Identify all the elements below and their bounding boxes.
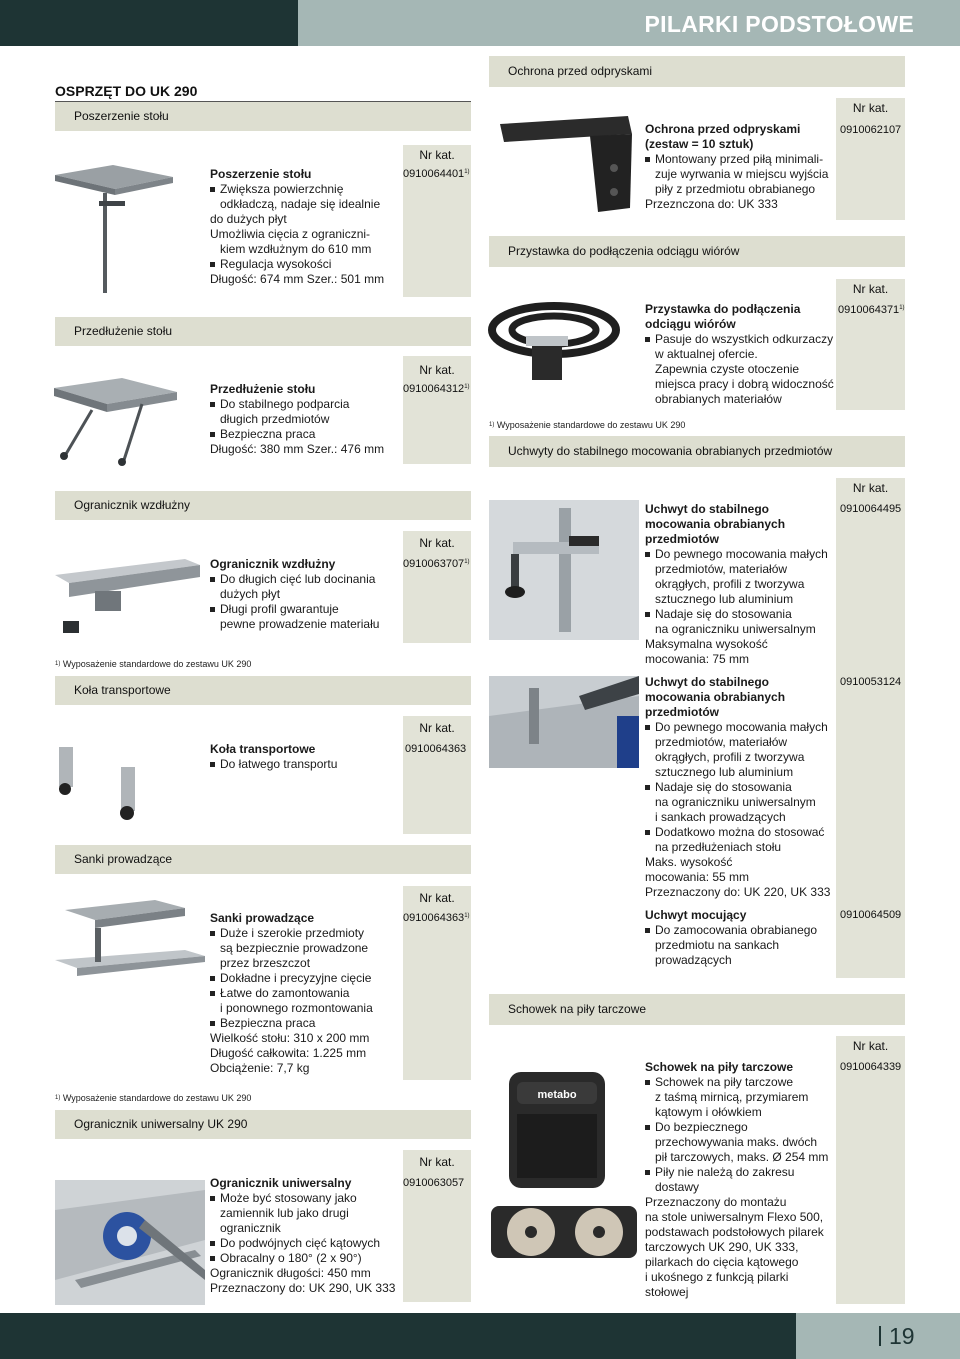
product-description: Poszerzenie stołu Zwiększa powierzchnię odkładczą, nadaje się idealnie do dużych płyt Umożliwia cięcia z ograniczni- kiem wzdłużnym do 610 mm Regulacja wysokości Długość: 674 mm Szer.: 501 mm bbox=[210, 167, 385, 286]
clamp-image-2 bbox=[489, 676, 639, 768]
nr-kat-label: Nr kat. bbox=[852, 101, 889, 115]
nr-kat-label: Nr kat. bbox=[852, 481, 889, 495]
catno-column-bg bbox=[836, 478, 905, 978]
clamp-image-1 bbox=[489, 500, 639, 640]
nr-kat-label: Nr kat. bbox=[852, 282, 889, 296]
catalog-number: 0910064509 bbox=[840, 909, 902, 921]
catalog-number: 0910064339 bbox=[840, 1061, 902, 1073]
footnote: $^{1)}$ Wyposażenie standardowe do zestawu UK 290 bbox=[489, 420, 686, 430]
catno-column-bg bbox=[836, 279, 905, 410]
catalog-number: 0910064371$^{1)}$ bbox=[838, 304, 905, 316]
catno-column-bg bbox=[836, 98, 905, 220]
footnote: $^{1)}$ Wyposażenie standardowe do zestawu UK 290 bbox=[55, 1093, 252, 1103]
page-header-title: PILARKI PODSTOŁOWE bbox=[644, 11, 914, 37]
product-description: Schowek na piły tarczowe Schowek na piły tarczowe z taśmą mirnicą, przymiarem kątowym i ołówkiem Do bezpiecznego przechowywania maks. dwóch pił tarczowych, maks. Ø 254 mm Piły nie należą do zakresu dostawy Przeznaczony do montażu na stole uniwersalnym Flexo 500, podstawach podstołowych pilarek tarczowych UK 290, UK 333, pilarkach do cięcia kątowego i ukośnego z funkcją pilarki stołowej bbox=[645, 1060, 829, 1299]
catalog-number: 0910053124 bbox=[840, 676, 902, 688]
page-number-separator bbox=[879, 1326, 881, 1346]
nr-kat-label: Nr kat. bbox=[419, 721, 455, 735]
product-description: Ochrona przed odpryskami (zestaw = 10 sztuk) Montowany przed piłą minimali- zuje wyrwania w miejscu wyjścia piły z przedmiotu obrabianego Przeznczona do: UK 333 bbox=[645, 122, 829, 211]
catalog-number: 0910064363$^{1)}$ bbox=[403, 912, 470, 924]
catalog-number: 0910064312$^{1)}$ bbox=[403, 383, 470, 395]
saw-blade-storage-image bbox=[489, 1068, 639, 1268]
section-heading-table-widening: Poszerzenie stołu bbox=[55, 102, 471, 131]
product-description: Uchwyt do stabilnego mocowania obrabianych przedmiotów Do pewnego mocowania małych przedmiotów, materiałów okrągłych, profili z tworzywa sztucznego lub aluminium Nadaje się do stosowania na ograniczniku uniwersalnym Maksymalna wysokość mocowania: 75 mm bbox=[645, 502, 828, 666]
dust-extraction-image bbox=[488, 300, 638, 390]
universal-fence-image bbox=[55, 1180, 205, 1305]
footer-bar-light bbox=[796, 1313, 960, 1359]
section-heading-rip-fence: Ogranicznik wzdłużny bbox=[55, 491, 471, 520]
nr-kat-label: Nr kat. bbox=[419, 148, 455, 162]
nr-kat-label: Nr kat. bbox=[419, 1155, 455, 1169]
catalog-number: 0910062107 bbox=[840, 124, 902, 136]
section-heading-clamps: Uchwyty do stabilnego mocowania obrabianych przedmiotów bbox=[489, 436, 905, 467]
table-widening-image bbox=[55, 165, 185, 295]
product-description: Uchwyt mocujący Do zamocowania obrabianego przedmiotu na sankach prowadzących bbox=[645, 908, 818, 967]
nr-kat-label: Nr kat. bbox=[852, 1039, 889, 1053]
section-heading-transport-wheels: Koła transportowe bbox=[55, 676, 471, 705]
catalog-number: 0910064495 bbox=[840, 503, 902, 515]
section-heading-saw-blade-storage: Schowek na piły tarczowe bbox=[489, 994, 905, 1025]
section-heading-universal-fence: Ogranicznik uniwersalny UK 290 bbox=[55, 1110, 471, 1139]
storage-box-logo: metabo bbox=[537, 1089, 577, 1101]
section-heading-dust-extraction: Przystawka do podłączenia odciągu wiórów bbox=[489, 236, 905, 267]
rip-fence-image bbox=[55, 555, 205, 640]
nr-kat-label: Nr kat. bbox=[419, 536, 455, 550]
catalog-number: 0910063057 bbox=[403, 1177, 465, 1189]
splinter-guard-image bbox=[490, 108, 640, 223]
product-description: Sanki prowadzące Duże i szerokie przedmioty są bezpiecznie prowadzone przez brzeszczot Dokładne i precyzyjne cięcie Łatwe do zamontowania i ponownego rozmontowania Bezpieczna praca Wielkość stołu: 310 x 200 mm Długość całkowita: 1.225 mm Obciążenie: 7,7 kg bbox=[210, 911, 373, 1075]
catno-column-bg bbox=[403, 1150, 471, 1302]
transport-wheels-image bbox=[55, 745, 165, 825]
product-description: Ogranicznik uniwersalny Może być stosowany jako zamiennik lub jako drugi ogranicznik Do podwójnych cięć kątowych Obracalny o 180° (2 x 90°) Ogranicznik długości: 450 mm Przeznaczony do: UK 290, UK 333 bbox=[210, 1176, 396, 1295]
product-description: Ogranicznik wzdłużny Do długich cięć lub docinania dużych płyt Długi profil gwarantuje pewne prowadzenie materiału bbox=[210, 557, 380, 631]
catalog-number: 0910064401$^{1)}$ bbox=[403, 168, 470, 180]
nr-kat-label: Nr kat. bbox=[419, 363, 455, 377]
nr-kat-label: Nr kat. bbox=[419, 891, 455, 905]
page-title: OSPRZĘT DO UK 290 bbox=[55, 83, 198, 99]
page-number: 19 bbox=[889, 1323, 915, 1349]
catno-column-bg bbox=[836, 1036, 905, 1304]
table-extension-image bbox=[52, 378, 192, 468]
footnote: $^{1)}$ Wyposażenie standardowe do zestawu UK 290 bbox=[55, 659, 252, 669]
sliding-carriage-image bbox=[55, 900, 205, 1010]
section-heading-splinter-guard: Ochrona przed odpryskami bbox=[489, 56, 905, 87]
product-description: Przedłużenie stołu Do stabilnego podparcia długich przedmiotów Bezpieczna praca Długość: 380 mm Szer.: 476 mm bbox=[210, 382, 385, 456]
header-bar-dark bbox=[0, 0, 298, 46]
catalog-number: 0910064363 bbox=[405, 743, 467, 755]
catalog-number: 0910063707$^{1)}$ bbox=[403, 558, 470, 570]
product-description: Koła transportowe Do łatwego transportu bbox=[210, 742, 338, 771]
footer-bar-dark bbox=[0, 1313, 796, 1359]
product-description: Uchwyt do stabilnego mocowania obrabianych przedmiotów Do pewnego mocowania małych przedmiotów, materiałów okrągłych, profili z tworzywa sztucznego lub aluminium Nadaje się do stosowania na ograniczniku uniwersalnym i sankach prowadzących Dodatkowo można do stosować na przedłużeniach stołu Maks. wysokość mocowania: 55 mm Przeznaczony do: UK 220, UK 333 bbox=[645, 675, 831, 899]
section-heading-sliding-carriage: Sanki prowadzące bbox=[55, 845, 471, 874]
section-heading-table-extension: Przedłużenie stołu bbox=[55, 317, 471, 346]
product-description: Przystawka do podłączenia odciągu wiórów Pasuje do wszystkich odkurzaczy w aktualnej ofercie. Zapewnia czyste otoczenie miejsca pracy i dobrą widoczność obrabianych materiałów bbox=[645, 302, 834, 406]
